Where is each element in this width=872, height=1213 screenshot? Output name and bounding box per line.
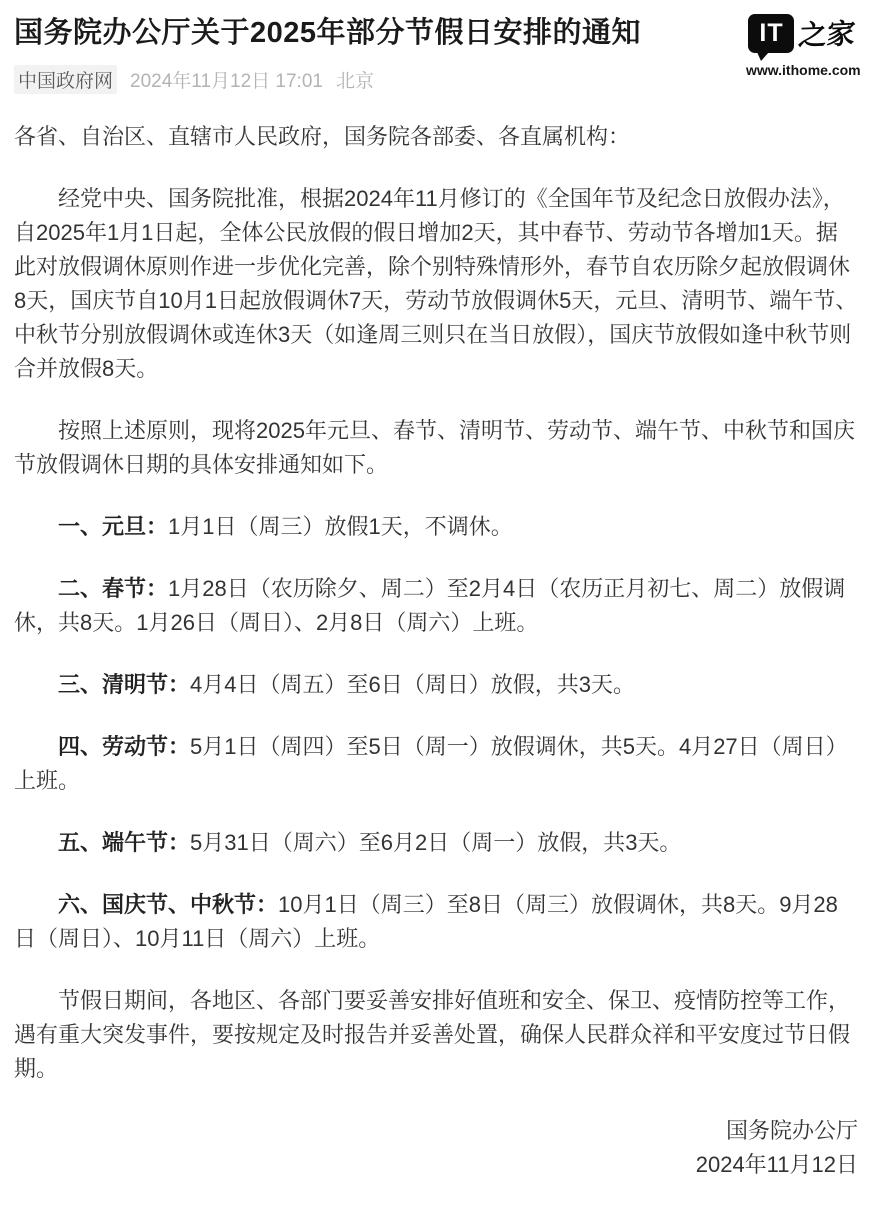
holiday-item-new-year [14, 510, 858, 544]
ithome-brand-cn: 之家 [797, 18, 858, 51]
holiday-item-labor-day [14, 730, 858, 798]
page-title: 国务院办公厅关于2025年部分节假日安排的通知 [14, 17, 642, 49]
holiday-item-text: 10月1日（周三）至8日（周三）放假调休，共8天。9月28日（周日）、10月11日（周六）上班。 [14, 892, 838, 951]
holiday-item-qingming [14, 668, 858, 702]
holiday-item-text: 1月28日（农历除夕、周二）至2月4日（农历正月初七、周二）放假调休，共8天。1月26日（周日）、2月8日（周六）上班。 [14, 576, 846, 635]
holiday-item-label: 一、元旦： [58, 514, 169, 539]
article-meta [14, 65, 858, 94]
holiday-item-dragon-boat [14, 826, 858, 860]
holiday-item-label: 六、国庆节、中秋节： [58, 892, 279, 917]
signature-date: 2024年11月12日 [695, 1152, 858, 1177]
holiday-item-text: 5月31日（周六）至6月2日（周一）放假，共3天。 [190, 830, 682, 855]
salutation: 各省、自治区、直辖市人民政府，国务院各部委、各直属机构： [14, 124, 631, 149]
intro-paragraph: 按照上述原则，现将2025年元旦、春节、清明节、劳动节、端午节、中秋节和国庆节放假调休日期的具体安排通知如下。 [14, 418, 855, 477]
intro-paragraph: 经党中央、国务院批准，根据2024年11月修订的《全国年节及纪念日放假办法》，自2025年1月1日起，全体公民放假的假日增加2天，其中春节、劳动节各增加1天。据此对放假调休原则作进一步优化完善，除个别特殊情形外，春节自农历除夕起放假调休8天，国庆节自10月1日起放假调休7天，劳动节放假调休5天，元旦、清明节、端午节、中秋节分别放假调休或连休3天（如逢周三则只在当日放假），国庆节放假如逢中秋节则合并放假8天。 [14, 186, 858, 381]
signature-block [14, 1114, 858, 1182]
holiday-item-national-day [14, 888, 858, 956]
source-badge: 中国政府网 [14, 65, 117, 94]
article-body [14, 120, 858, 1182]
holiday-item-text: 4月4日（周五）至6日（周日）放假，共3天。 [190, 672, 635, 697]
holiday-item-label: 二、春节： [58, 576, 169, 601]
holiday-item-label: 三、清明节： [58, 672, 191, 697]
publish-location: 北京 [335, 71, 374, 92]
ithome-logo-row [746, 10, 858, 56]
ithome-site-url: www.ithome.com [746, 62, 861, 78]
ithome-bubble-text: IT [759, 18, 784, 47]
holiday-item-spring-festival [14, 572, 858, 640]
article-header [14, 0, 861, 94]
holiday-item-text: 1月1日（周三）放假1天，不调休。 [168, 514, 513, 539]
publish-datetime: 2024年11月12日 17:01 [130, 71, 323, 92]
holiday-item-text: 5月1日（周四）至5日（周一）放假调休，共5天。4月27日（周日）上班。 [14, 734, 848, 793]
holiday-item-label: 四、劳动节： [58, 734, 191, 759]
signature-org: 国务院办公厅 [725, 1118, 858, 1143]
closing-paragraph: 节假日期间，各地区、各部门要妥善安排好值班和安全、保卫、疫情防控等工作，遇有重大突发事件，要按规定及时报告并妥善处置，确保人民群众祥和平安度过节日假期。 [14, 988, 851, 1081]
ithome-bubble-icon [748, 14, 794, 53]
ithome-logo [746, 10, 861, 78]
holiday-item-label: 五、端午节： [58, 830, 191, 855]
